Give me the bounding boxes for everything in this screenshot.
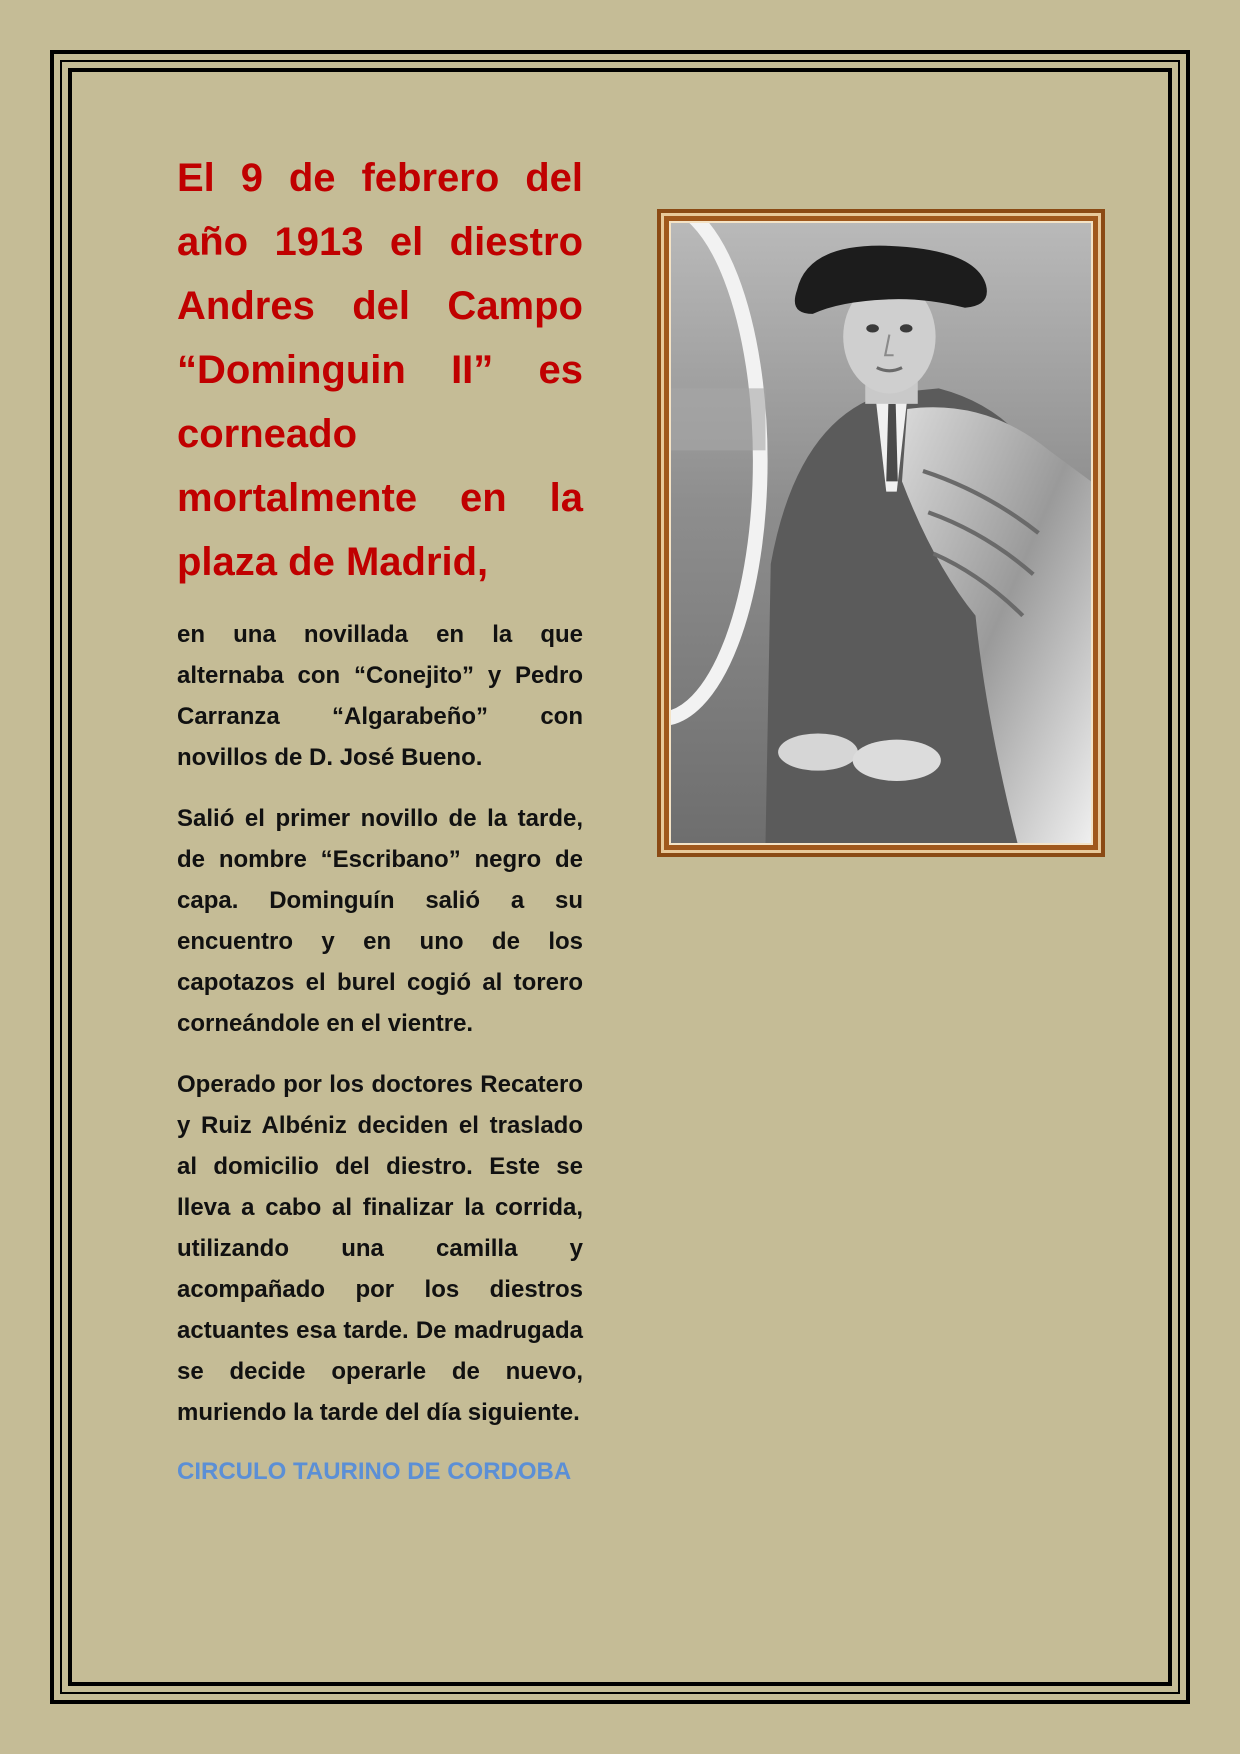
article-signature: CIRCULO TAURINO DE CORDOBA: [177, 1458, 572, 1485]
article-text-column: [177, 146, 583, 1492]
bullfighter-photo: [669, 221, 1093, 845]
article-paragraph-2: Salió el primer novillo de la tarde, de nombre “Escribano” negro de capa. Dominguín salió a su encuentro y en uno de los capotazos el burel cogió al torero corneándole en el vientre.: [177, 805, 583, 1037]
article-paragraph-1: en una novillada en la que alternaba con “Conejito” y Pedro Carranza “Algarabeño” con novillos de D. José Bueno.: [177, 621, 583, 771]
article-headline: El 9 de febrero del año 1913 el diestro Andres del Campo “Dominguin II” es corneado mortalmente en la plaza de Madrid,: [177, 156, 583, 584]
bullfighter-portrait-image: [671, 223, 1091, 843]
bullfighter-photo-frame: [657, 209, 1105, 857]
photo-frame-ring: [661, 213, 1101, 853]
article-paragraph-3: Operado por los doctores Recatero y Ruiz Albéniz deciden el traslado al domicilio del diestro. Este se lleva a cabo al finalizar la corrida, utilizando una camilla y acompañado por los diestros actuantes esa tarde. De madrugada se decide operarle de nuevo, muriendo la tarde del día siguiente.: [177, 1071, 583, 1426]
